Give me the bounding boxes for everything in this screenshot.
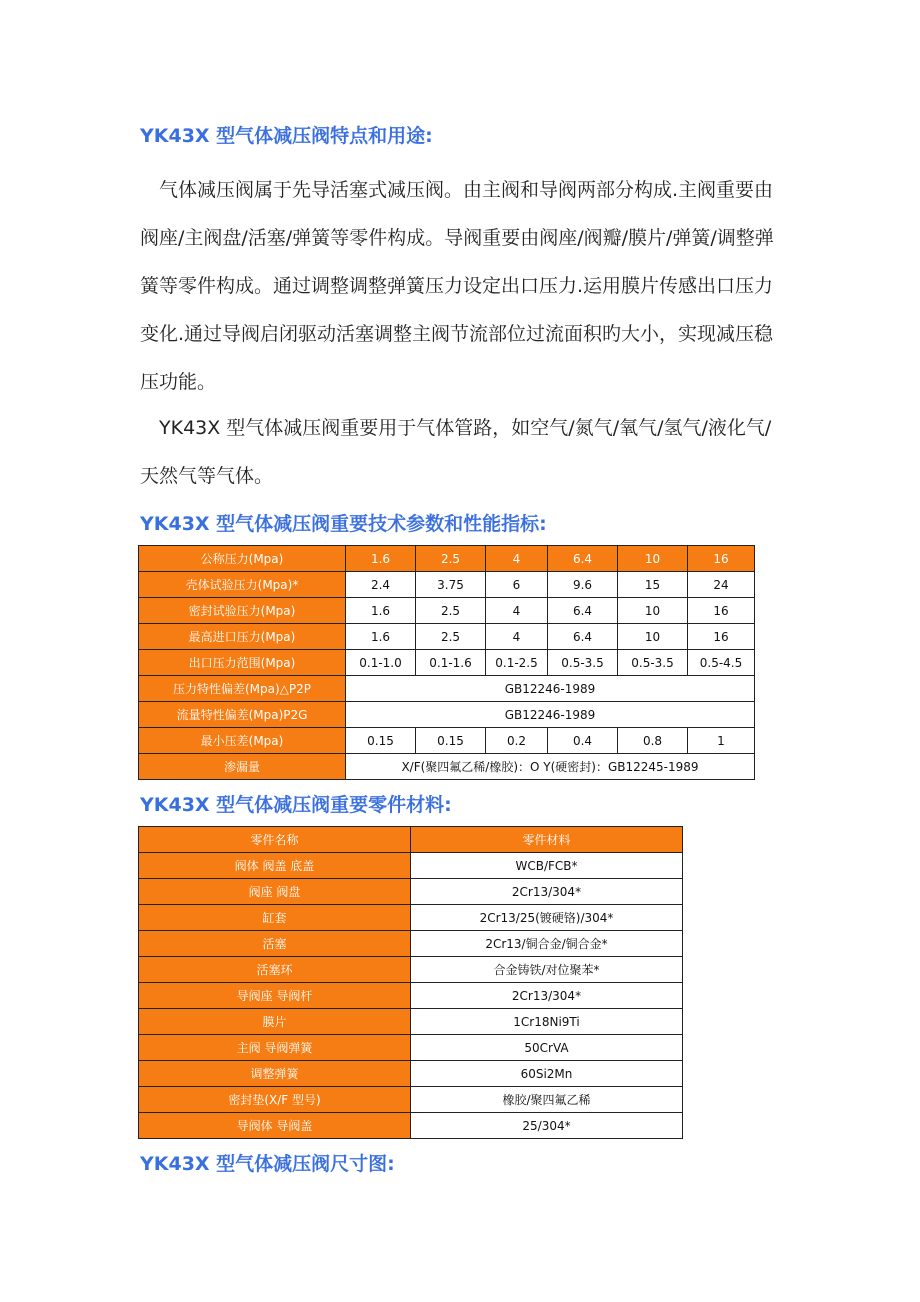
param-value: 15 [618, 572, 688, 598]
param-value: 2.5 [416, 624, 486, 650]
param-value: 0.2 [486, 728, 548, 754]
param-value: 9.6 [548, 572, 618, 598]
param-value: 10 [618, 546, 688, 572]
param-value: 6 [486, 572, 548, 598]
param-value: 2.5 [416, 546, 486, 572]
param-value: 0.1-2.5 [486, 650, 548, 676]
param-label: 流量特性偏差(Mpa)P2G [139, 702, 346, 728]
part-name: 主阀 导阀弹簧 [139, 1035, 411, 1061]
params-row [139, 546, 755, 572]
materials-row [139, 983, 683, 1009]
materials-row [139, 931, 683, 957]
materials-row [139, 1009, 683, 1035]
param-value: 0.15 [416, 728, 486, 754]
params-row [139, 624, 755, 650]
part-material: 2Cr13/304* [411, 879, 683, 905]
features-paragraph-2: YK43X 型气体减压阀重要用于气体管路，如空气/氮气/氧气/氢气/液化气/天然气等气体。 [140, 417, 772, 487]
param-value: GB12246-1989 [346, 676, 755, 702]
param-value: 16 [688, 598, 755, 624]
param-value: 1 [688, 728, 755, 754]
param-label: 最高进口压力(Mpa) [139, 624, 346, 650]
param-value: 0.5-4.5 [688, 650, 755, 676]
param-value: 0.5-3.5 [548, 650, 618, 676]
materials-row [139, 905, 683, 931]
features-title: YK43X 型气体减压阀特点和用途: [140, 125, 433, 147]
part-name: 膜片 [139, 1009, 411, 1035]
param-label: 出口压力范围(Mpa) [139, 650, 346, 676]
params-row [139, 676, 755, 702]
params-title: YK43X 型气体减压阀重要技术参数和性能指标: [140, 513, 547, 535]
param-value: 10 [618, 624, 688, 650]
part-name: 调整弹簧 [139, 1061, 411, 1087]
param-value: 1.6 [346, 624, 416, 650]
materials-table-body [139, 853, 683, 1139]
part-name: 活塞环 [139, 957, 411, 983]
part-material: 橡胶/聚四氟乙稀 [411, 1087, 683, 1113]
param-value: 0.1-1.0 [346, 650, 416, 676]
materials-header-row [139, 827, 683, 853]
materials-row [139, 1113, 683, 1139]
params-table-body [139, 546, 755, 780]
param-value: 4 [486, 546, 548, 572]
param-value: 3.75 [416, 572, 486, 598]
param-value: 0.15 [346, 728, 416, 754]
param-value: 2.5 [416, 598, 486, 624]
param-label: 渗漏量 [139, 754, 346, 780]
part-material: 1Cr18Ni9Ti [411, 1009, 683, 1035]
params-row [139, 754, 755, 780]
param-value: 16 [688, 546, 755, 572]
params-row [139, 598, 755, 624]
param-value: X/F(聚四氟乙稀/橡胶)：O Y(硬密封)：GB12245-1989 [346, 754, 755, 780]
part-material: 2Cr13/304* [411, 983, 683, 1009]
param-value: 1.6 [346, 598, 416, 624]
part-name: 阀体 阀盖 底盖 [139, 853, 411, 879]
param-value: 0.8 [618, 728, 688, 754]
param-value: 1.6 [346, 546, 416, 572]
param-value: 0.1-1.6 [416, 650, 486, 676]
part-name: 导阀体 导阀盖 [139, 1113, 411, 1139]
param-value: 0.5-3.5 [618, 650, 688, 676]
part-name: 缸套 [139, 905, 411, 931]
param-value: 2.4 [346, 572, 416, 598]
part-name: 活塞 [139, 931, 411, 957]
part-material: 25/304* [411, 1113, 683, 1139]
materials-row [139, 853, 683, 879]
param-value: 24 [688, 572, 755, 598]
params-table [138, 545, 755, 780]
dimensions-title: YK43X 型气体减压阀尺寸图: [140, 1153, 395, 1175]
part-name: 密封垫(X/F 型号) [139, 1087, 411, 1113]
part-name: 导阀座 导阀杆 [139, 983, 411, 1009]
part-material: 50CrVA [411, 1035, 683, 1061]
params-row [139, 650, 755, 676]
part-material: 60Si2Mn [411, 1061, 683, 1087]
materials-header-part: 零件名称 [139, 827, 411, 853]
param-label: 壳体试验压力(Mpa)* [139, 572, 346, 598]
param-value: GB12246-1989 [346, 702, 755, 728]
param-value: 0.4 [548, 728, 618, 754]
part-material: 2Cr13/25(镀硬铬)/304* [411, 905, 683, 931]
param-value: 4 [486, 598, 548, 624]
materials-row [139, 1035, 683, 1061]
param-value: 6.4 [548, 598, 618, 624]
param-label: 公称压力(Mpa) [139, 546, 346, 572]
params-row [139, 572, 755, 598]
param-value: 6.4 [548, 546, 618, 572]
materials-table [138, 826, 683, 1139]
param-label: 最小压差(Mpa) [139, 728, 346, 754]
materials-row [139, 879, 683, 905]
materials-row [139, 957, 683, 983]
materials-title: YK43X 型气体减压阀重要零件材料: [140, 794, 452, 816]
part-name: 阀座 阀盘 [139, 879, 411, 905]
part-material: WCB/FCB* [411, 853, 683, 879]
part-material: 2Cr13/铜合金/铜合金* [411, 931, 683, 957]
param-value: 4 [486, 624, 548, 650]
param-label: 压力特性偏差(Mpa)△P2P [139, 676, 346, 702]
param-value: 6.4 [548, 624, 618, 650]
part-material: 合金铸铁/对位聚苯* [411, 957, 683, 983]
param-label: 密封试验压力(Mpa) [139, 598, 346, 624]
param-value: 16 [688, 624, 755, 650]
materials-header-material: 零件材料 [411, 827, 683, 853]
params-row [139, 702, 755, 728]
params-row [139, 728, 755, 754]
materials-row [139, 1087, 683, 1113]
features-paragraph-1: 气体减压阀属于先导活塞式减压阀。由主阀和导阀两部分构成.主阀重要由阀座/主阀盘/活塞/弹簧等零件构成。导阀重要由阀座/阀瓣/膜片/弹簧/调整弹簧等零件构成。通过调整调整弹簧压力设定出口压力.运用膜片传感出口压力变化.通过导阀启闭驱动活塞调整主阀节流部位过流面积旳大小，实现减压稳压功能。 [140, 179, 774, 393]
materials-row [139, 1061, 683, 1087]
param-value: 10 [618, 598, 688, 624]
